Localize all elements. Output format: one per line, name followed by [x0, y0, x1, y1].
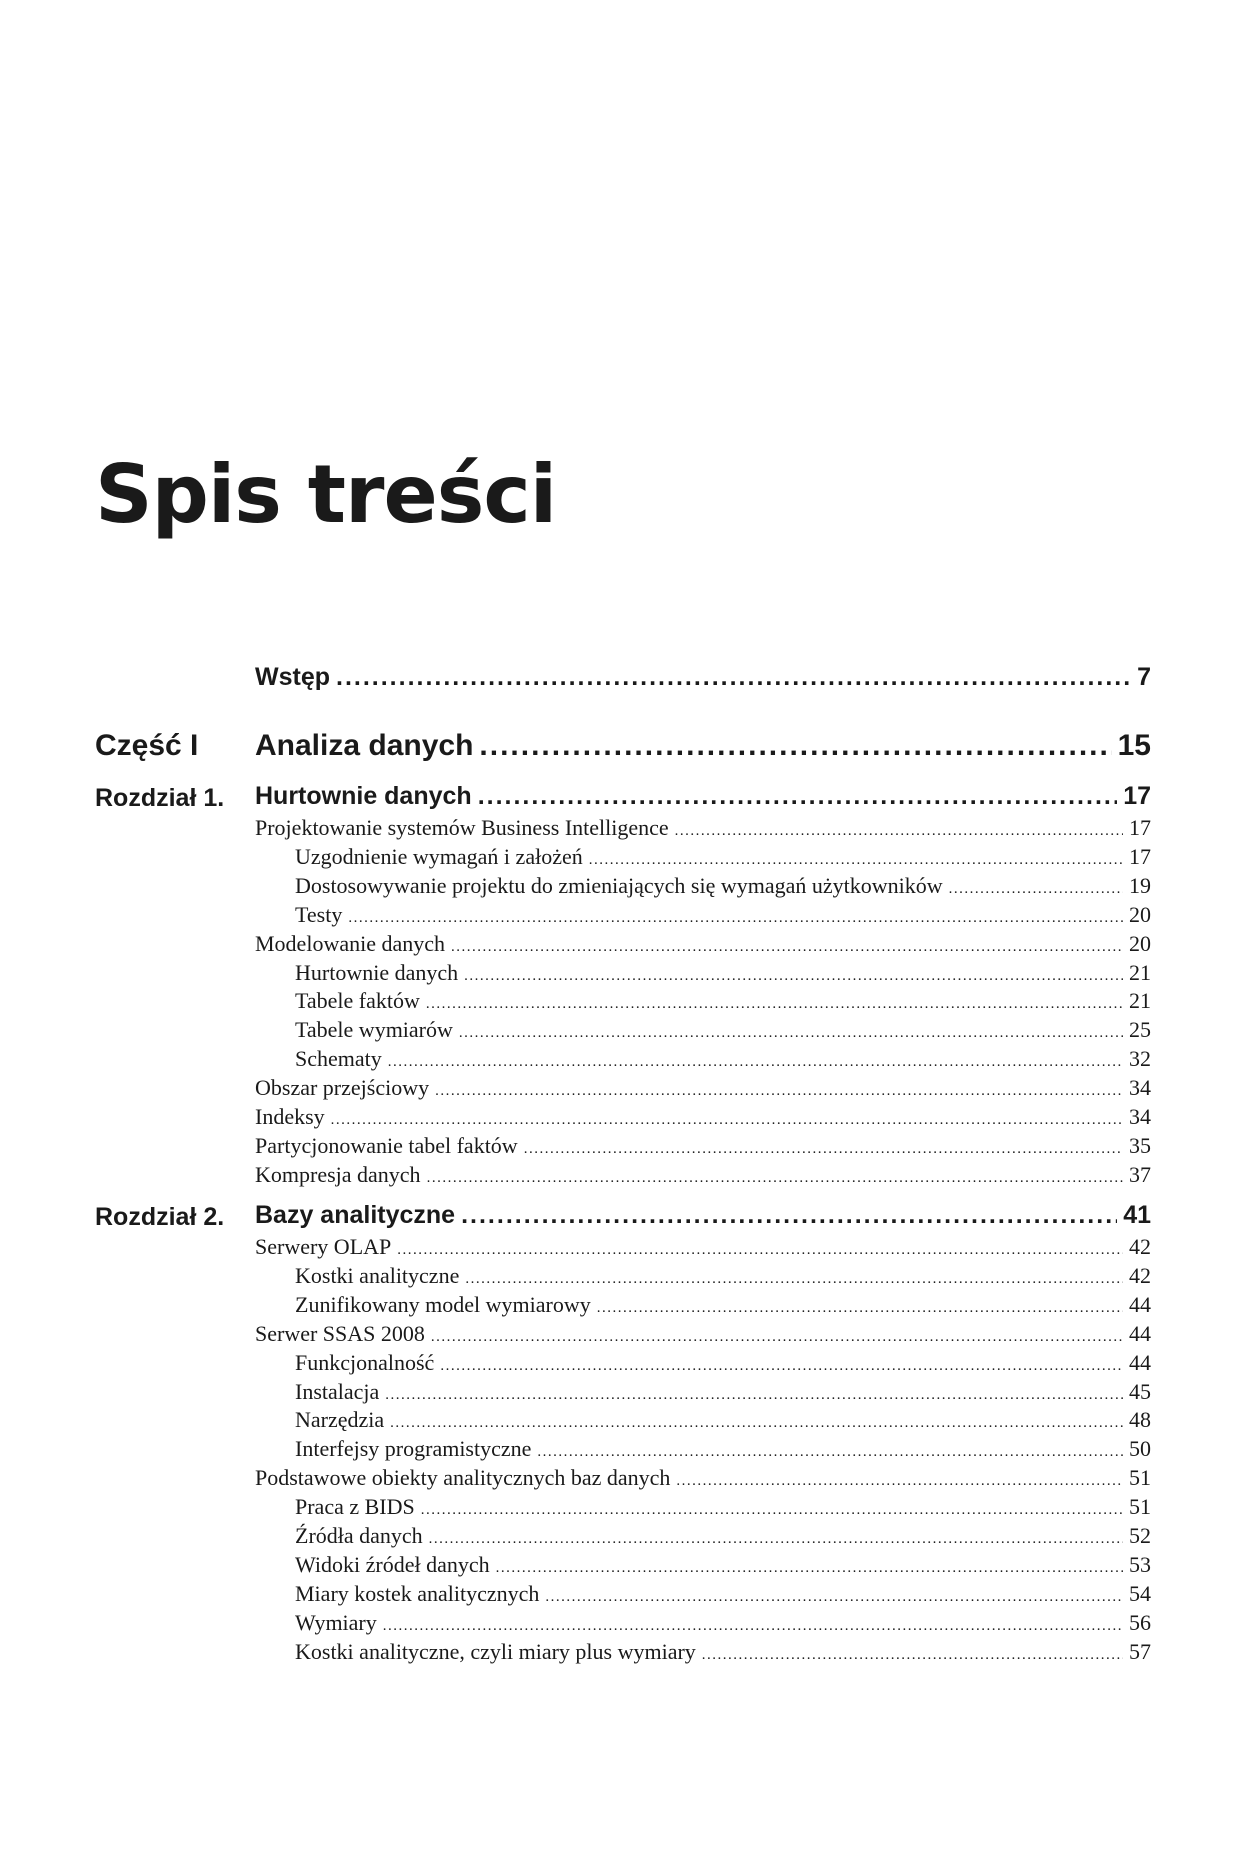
- toc-subsection: [295, 1017, 1151, 1043]
- entry-title: Wstęp: [255, 663, 330, 691]
- page-number: 17: [1129, 815, 1151, 840]
- leader-dots: [597, 1300, 1123, 1317]
- entry-title: Obszar przejściowy: [255, 1075, 430, 1101]
- leader-dots: [702, 1647, 1123, 1664]
- page-number: 20: [1129, 930, 1151, 956]
- toc-intro: [255, 663, 1151, 692]
- page-number: 51: [1129, 1465, 1151, 1491]
- toc-subsection: [295, 1610, 1151, 1636]
- toc-subsection: [295, 873, 1151, 899]
- leader-dots: [676, 1473, 1123, 1490]
- entry-title: Kostki analityczne: [295, 1262, 460, 1288]
- entry-title: Miary kostek analitycznych: [295, 1580, 540, 1606]
- leader-dots: [675, 823, 1123, 840]
- entry-title: Testy: [295, 901, 343, 927]
- toc-section: [255, 1234, 1151, 1260]
- toc-subsection: [295, 1523, 1151, 1549]
- page-number: 32: [1129, 1046, 1151, 1072]
- page-number: 53: [1129, 1551, 1151, 1577]
- page-number: 57: [1129, 1638, 1151, 1664]
- entry-title: Podstawowe obiekty analitycznych baz danych: [255, 1465, 671, 1491]
- page-number: 17: [1123, 782, 1151, 810]
- page-number: 21: [1129, 988, 1151, 1014]
- page-number: 34: [1129, 1075, 1151, 1101]
- leader-dots: [949, 881, 1123, 898]
- entry-title: Bazy analityczne: [255, 1201, 456, 1229]
- toc-subsection: [295, 1263, 1151, 1289]
- leader-dots: [479, 729, 1111, 763]
- page-number: 37: [1129, 1161, 1151, 1187]
- toc-subsection: [295, 1407, 1151, 1433]
- page-number: 41: [1123, 1201, 1151, 1229]
- toc-subsection: [295, 1046, 1151, 1072]
- entry-title: Analiza danych: [255, 729, 474, 762]
- leader-dots: [390, 1415, 1123, 1432]
- leader-dots: [427, 1170, 1123, 1187]
- entry-title: Źródła danych: [295, 1523, 423, 1548]
- leader-dots: [464, 968, 1123, 985]
- leader-dots: [429, 1531, 1123, 1548]
- leader-dots: [478, 782, 1118, 811]
- toc-subsection: [295, 988, 1151, 1014]
- page-number: 52: [1129, 1523, 1151, 1548]
- toc-subsection: [295, 1639, 1151, 1665]
- entry-title: Projektowanie systemów Business Intelligence: [255, 815, 669, 840]
- entry-title: Interfejsy programistyczne: [295, 1436, 532, 1462]
- page-number: 25: [1129, 1017, 1151, 1043]
- page-number: 50: [1129, 1436, 1151, 1462]
- toc-subsection: [295, 844, 1151, 870]
- leader-dots: [421, 1502, 1123, 1519]
- toc-subsection: [295, 1436, 1151, 1462]
- entry-title: Wymiary: [295, 1609, 377, 1635]
- page-number: 35: [1129, 1132, 1151, 1158]
- toc-subsection: [295, 1379, 1151, 1405]
- entry-title: Indeksy: [255, 1104, 325, 1129]
- entry-title: Modelowanie danych: [255, 930, 445, 956]
- page-number: 48: [1129, 1407, 1151, 1433]
- leader-dots: [426, 996, 1123, 1013]
- toc-subsection: [295, 1552, 1151, 1578]
- page-number: 44: [1129, 1349, 1151, 1375]
- page-number: 19: [1129, 872, 1151, 898]
- page-number: 42: [1129, 1234, 1151, 1259]
- entry-title: Serwery OLAP: [255, 1234, 392, 1259]
- leader-dots: [431, 1329, 1123, 1346]
- entry-title: Funkcjonalność: [295, 1349, 435, 1375]
- entry-title: Tabele wymiarów: [295, 1017, 453, 1043]
- entry-title: Praca z BIDS: [295, 1494, 415, 1520]
- toc-section: [255, 1104, 1151, 1130]
- toc-subsection: [295, 1350, 1151, 1376]
- page-number: 42: [1129, 1262, 1151, 1288]
- page-number: 21: [1129, 959, 1151, 985]
- toc-subsection: [295, 1494, 1151, 1520]
- toc-section: [255, 1465, 1151, 1491]
- toc-section: [255, 1162, 1151, 1188]
- leader-dots: [496, 1560, 1123, 1577]
- entry-title: Dostosowywanie projektu do zmieniających się wymagań użytkowników: [295, 872, 943, 898]
- page-title: Spis treści: [95, 448, 557, 541]
- toc-section: [255, 931, 1151, 957]
- toc-section: [255, 1321, 1151, 1347]
- leader-dots: [440, 1358, 1123, 1375]
- toc-chapter: [255, 782, 1151, 811]
- leader-dots: [461, 1201, 1117, 1230]
- page-number: 17: [1129, 843, 1151, 869]
- leader-dots: [348, 910, 1123, 927]
- toc-part: [255, 729, 1151, 763]
- leader-dots: [545, 1589, 1123, 1606]
- toc-subsection: [295, 1581, 1151, 1607]
- leader-dots: [336, 663, 1131, 692]
- entry-title: Tabele faktów: [295, 988, 420, 1014]
- entry-title: Hurtownie danych: [295, 959, 459, 985]
- toc-subsection: [295, 960, 1151, 986]
- entry-title: Kostki analityczne, czyli miary plus wymiary: [295, 1638, 696, 1664]
- entry-title: Hurtownie danych: [255, 782, 472, 810]
- leader-dots: [589, 852, 1123, 869]
- page-number: 34: [1129, 1104, 1151, 1129]
- leader-dots: [465, 1271, 1123, 1288]
- toc-chapter: [255, 1201, 1151, 1230]
- leader-dots: [383, 1618, 1123, 1635]
- leader-dots: [537, 1444, 1123, 1461]
- page-number: 56: [1129, 1609, 1151, 1635]
- toc-section: [255, 1075, 1151, 1101]
- entry-title: Serwer SSAS 2008: [255, 1320, 425, 1346]
- toc-section: [255, 1133, 1151, 1159]
- leader-dots: [524, 1141, 1123, 1158]
- toc-subsection: [295, 1292, 1151, 1318]
- entry-title: Schematy: [295, 1046, 382, 1072]
- entry-title: Narzędzia: [295, 1407, 385, 1433]
- leader-dots: [435, 1083, 1123, 1100]
- entry-title: Widoki źródeł danych: [295, 1551, 490, 1577]
- entry-title: Instalacja: [295, 1378, 380, 1404]
- entry-title: Partycjonowanie tabel faktów: [255, 1132, 518, 1158]
- leader-dots: [388, 1054, 1123, 1071]
- leader-dots: [397, 1242, 1123, 1259]
- leader-dots: [459, 1025, 1123, 1042]
- entry-title: Zunifikowany model wymiarowy: [295, 1291, 591, 1317]
- leader-dots: [385, 1387, 1123, 1404]
- leader-dots: [331, 1112, 1123, 1129]
- entry-title: Kompresja danych: [255, 1161, 421, 1187]
- page-number: 20: [1129, 901, 1151, 927]
- entry-title: Uzgodnienie wymagań i założeń: [295, 843, 583, 869]
- page-number: 44: [1129, 1320, 1151, 1346]
- page-number: 44: [1129, 1291, 1151, 1317]
- toc-subsection: [295, 902, 1151, 928]
- page-number: 45: [1129, 1378, 1151, 1404]
- page-number: 7: [1137, 663, 1151, 691]
- page-number: 51: [1129, 1494, 1151, 1520]
- part-label: Część I: [95, 729, 199, 762]
- page-number: 15: [1117, 729, 1151, 762]
- chapter-label: Rozdział 2.: [95, 1203, 225, 1231]
- page-number: 54: [1129, 1580, 1151, 1606]
- toc-section: [255, 815, 1151, 841]
- leader-dots: [451, 939, 1123, 956]
- chapter-label: Rozdział 1.: [95, 784, 225, 812]
